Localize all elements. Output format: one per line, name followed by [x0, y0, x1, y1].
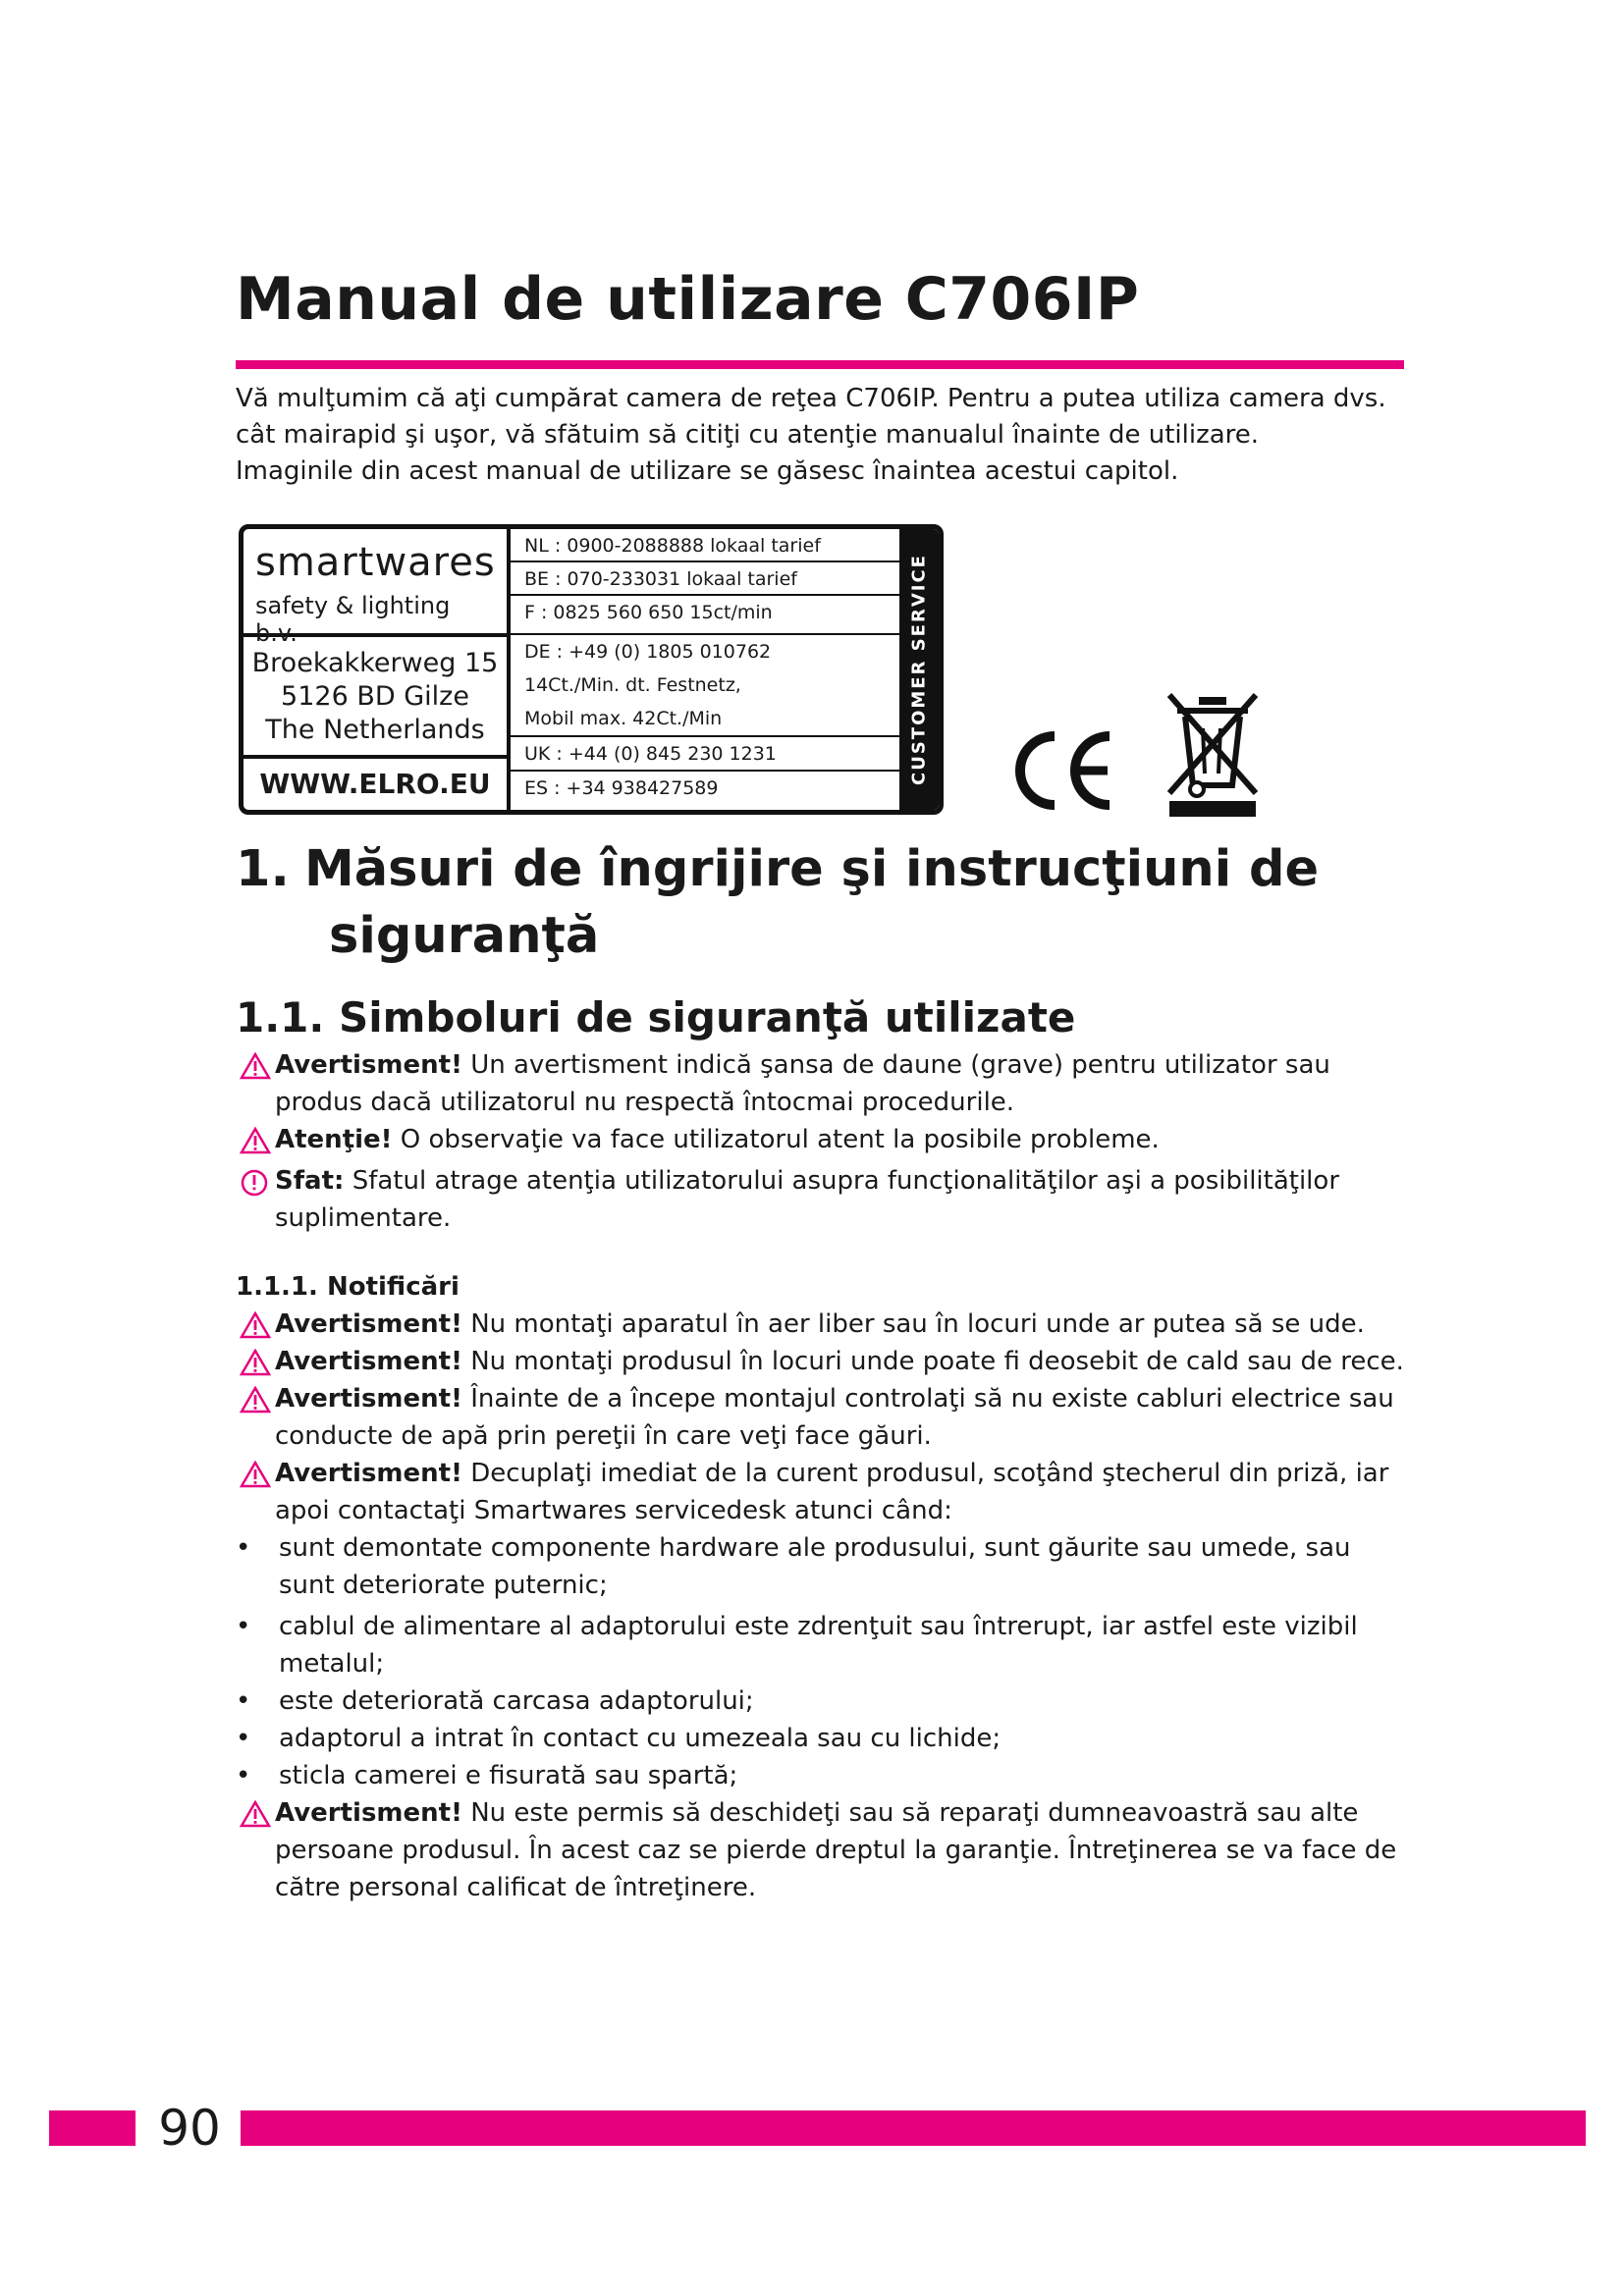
notice-text-cont: persoane produsul. În acest caz se pierde dreptul la garanţie. Întreţinerea se va face de [275, 1836, 1397, 1865]
address-line: 5126 BD Gilze [281, 681, 469, 712]
symbol-label: Avertisment! [275, 1050, 462, 1080]
customer-service-label [899, 529, 939, 810]
bullet-dot: • [236, 1724, 251, 1753]
notice-label: Avertisment! [275, 1384, 462, 1414]
side-label-text: CUSTOMER SERVICE [908, 554, 930, 785]
bullet-dot: • [236, 1686, 251, 1716]
address-line: The Netherlands [265, 715, 485, 745]
intro-line: cât mairapid şi uşor, vă sfătuim să citiţi cu atenţie manualul înainte de utilizare. [236, 420, 1260, 450]
symbol-text-cont: suplimentare. [275, 1203, 452, 1233]
symbol-item [236, 1121, 1424, 1158]
contact-line: DE : +49 (0) 1805 010762 [524, 641, 772, 663]
contact-line: UK : +44 (0) 845 230 1231 [524, 743, 777, 765]
symbol-text-cont: produs dacă utilizatorul nu respectă întocmai procedurile. [275, 1088, 1015, 1117]
symbol-label: Sfat: [275, 1166, 345, 1196]
safety-symbols-list [236, 1046, 1424, 1237]
page-title: Manual de utilizare C706IP [236, 265, 1140, 334]
notice-label: Avertisment! [275, 1798, 462, 1828]
warning-triangle-icon [240, 1052, 271, 1080]
warning-triangle-icon [240, 1127, 271, 1154]
contact-numbers [511, 529, 899, 810]
notice-text: Înainte de a începe montajul controlaţi să nu existe cabluri electrice sau [470, 1384, 1394, 1414]
section-1-1-heading: 1.1. Simboluri de siguranţă utilizate [236, 993, 1076, 1041]
notice-text-cont: conducte de apă prin pereţii în care veţi face găuri. [275, 1421, 932, 1451]
bullet-dot: • [236, 1533, 251, 1563]
notice-item [236, 1343, 1424, 1380]
section-1-heading [236, 836, 1414, 970]
notice-text: Decuplaţi imediat de la curent produsul, scoţând ştecherul din priză, iar [470, 1459, 1389, 1488]
notice-item [236, 1306, 1424, 1343]
symbol-text: Un avertisment indică şansa de daune (grave) pentru utilizator sau [470, 1050, 1330, 1080]
brand-block [244, 529, 507, 647]
warning-triangle-icon [240, 1800, 271, 1828]
section-number: 1. [236, 840, 290, 898]
contact-row [511, 635, 899, 737]
bullet-text: cablul de alimentare al adaptorului este zdrenţuit sau întrerupt, iar astfel este vizibil [279, 1612, 1358, 1641]
page-number: 90 [158, 2100, 221, 2157]
contact-line: BE : 070-233031 lokaal tarief [524, 568, 797, 590]
notice-label: Avertisment! [275, 1459, 462, 1488]
contact-line: NL : 0900-2088888 lokaal tarief [524, 535, 821, 557]
ce-mark-icon [1011, 726, 1119, 815]
bullet-item [236, 1757, 1424, 1794]
bullet-text: sticla camerei e fisurată sau spartă; [279, 1761, 738, 1790]
warning-triangle-icon [240, 1461, 271, 1488]
intro-line: Imaginile din acest manual de utilizare se găsesc înaintea acestui capitol. [236, 456, 1179, 486]
notice-text: Nu este permis să deschideţi sau să reparaţi dumneavoastră sau alte [470, 1798, 1359, 1828]
symbol-text: Sfatul atrage atenţia utilizatorului asupra funcţionalităţilor aşi a posibilităţilor [352, 1166, 1340, 1196]
symbol-item [236, 1046, 1424, 1121]
company-info [244, 529, 511, 810]
contact-line: Mobil max. 42Ct./Min [524, 708, 723, 729]
notice-text: Nu montaţi produsul în locuri unde poate fi deosebit de cald sau de rece. [470, 1347, 1404, 1376]
brand-name: smartwares [255, 540, 496, 585]
notifications-section [236, 1268, 1424, 1906]
contact-row [511, 529, 899, 562]
section-1-1-1-heading: 1.1.1. Notificări [236, 1272, 460, 1302]
footer-bar-left [49, 2110, 135, 2146]
notice-text-cont: apoi contactaţi Smartwares servicedesk atunci când: [275, 1496, 952, 1525]
symbol-label: Atenţie! [275, 1125, 393, 1154]
website-text: WWW.ELRO.EU [259, 768, 491, 800]
bullet-dot: • [236, 1761, 251, 1790]
footer-bar-right [241, 2110, 1586, 2146]
contact-line: ES : +34 938427589 [524, 777, 719, 799]
intro-paragraph [236, 381, 1414, 490]
intro-line: Vă mulţumim că aţi cumpărat camera de reţea C706IP. Pentru a putea utiliza camera dvs. [236, 384, 1386, 413]
notice-text: Nu montaţi aparatul în aer liber sau în locuri unde ar putea să se ude. [470, 1309, 1365, 1339]
contact-row [511, 562, 899, 596]
weee-crossed-bin-icon [1164, 687, 1262, 820]
symbol-text: O observaţie va face utilizatorul atent la posibile probleme. [400, 1125, 1160, 1154]
bullet-dot: • [236, 1612, 251, 1641]
notice-item [236, 1455, 1424, 1529]
notice-text-cont: către personal calificat de întreţinere. [275, 1873, 757, 1902]
bullet-item [236, 1608, 1424, 1682]
contact-line: F : 0825 560 650 15ct/min [524, 602, 773, 623]
contact-row [511, 737, 899, 772]
symbol-item [236, 1162, 1424, 1237]
notice-label: Avertisment! [275, 1309, 462, 1339]
notice-item [236, 1794, 1424, 1906]
title-underline [236, 360, 1404, 369]
contact-row [511, 772, 899, 810]
warning-triangle-icon [240, 1311, 271, 1339]
address-line: Broekakkerweg 15 [251, 648, 499, 678]
customer-service-card [239, 524, 944, 815]
contact-line: 14Ct./Min. dt. Festnetz, [524, 674, 741, 696]
notice-label: Avertisment! [275, 1347, 462, 1376]
bullet-text: adaptorul a intrat în contact cu umezeala sau cu lichide; [279, 1724, 1001, 1753]
bullet-text: metalul; [279, 1649, 385, 1679]
warning-triangle-icon [240, 1386, 271, 1414]
info-circle-icon [240, 1168, 269, 1198]
bullet-item [236, 1682, 1424, 1720]
section-title-line: Măsuri de îngrijire şi instrucţiuni de [304, 840, 1320, 898]
bullet-item [236, 1529, 1424, 1604]
bullet-text: sunt demontate componente hardware ale produsului, sunt găurite sau umede, sau [279, 1533, 1351, 1563]
brand-subtitle: safety & lighting b.v. [255, 592, 451, 647]
bullet-text: sunt deteriorate puternic; [279, 1571, 608, 1600]
company-address [244, 637, 507, 759]
bullet-text: este deteriorată carcasa adaptorului; [279, 1686, 754, 1716]
notice-item [236, 1380, 1424, 1455]
bullet-item [236, 1720, 1424, 1757]
warning-triangle-icon [240, 1349, 271, 1376]
section-title-line: siguranţă [329, 907, 600, 965]
contact-row [511, 596, 899, 635]
